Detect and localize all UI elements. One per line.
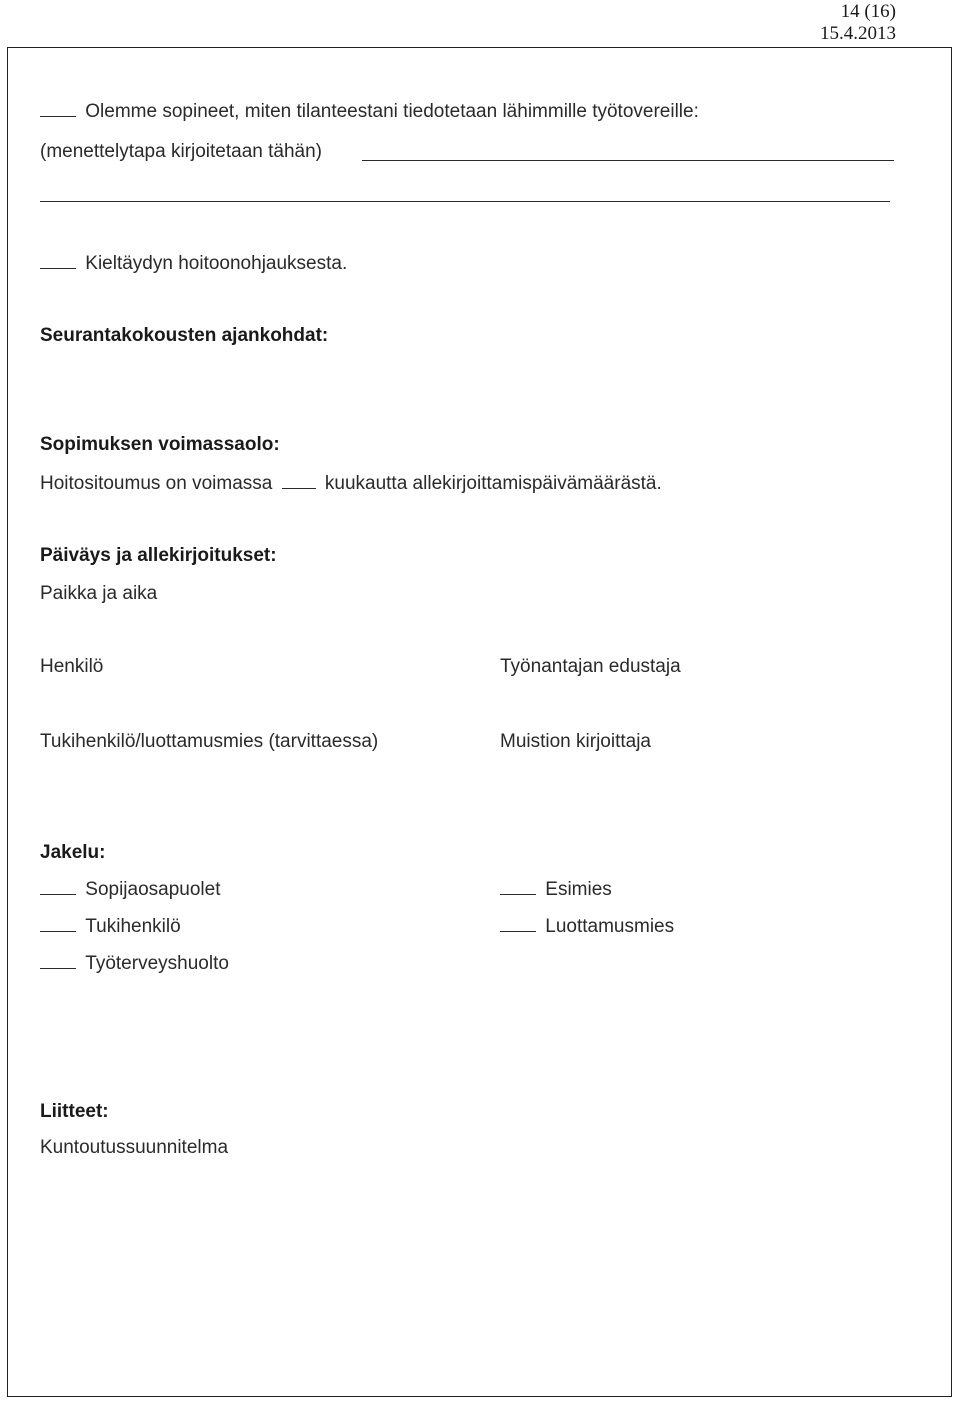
refusal-text: Kieltäydyn hoitoonohjauksesta. xyxy=(85,253,348,274)
support-person-signature-label: Tukihenkilö/luottamusmies (tarvittaessa) xyxy=(40,731,379,752)
place-time-label: Paikka ja aika xyxy=(40,583,158,604)
checkbox-blank[interactable] xyxy=(40,102,76,117)
procedure-fill-line-2[interactable] xyxy=(40,201,890,202)
minutes-writer-signature-label: Muistion kirjoittaja xyxy=(500,731,651,752)
distribution-label: Esimies xyxy=(545,879,612,900)
distribution-item xyxy=(40,880,221,899)
page-number: 14 (16) xyxy=(840,1,896,22)
checkbox-blank[interactable] xyxy=(500,917,536,932)
followup-heading: Seurantakokousten ajankohdat: xyxy=(40,325,329,346)
refusal-option xyxy=(40,254,347,273)
procedure-label: (menettelytapa kirjoitetaan tähän) xyxy=(40,141,322,162)
signatures-heading: Päiväys ja allekirjoitukset: xyxy=(40,545,277,566)
person-signature-label: Henkilö xyxy=(40,656,104,677)
form-frame xyxy=(7,47,952,1397)
distribution-heading: Jakelu: xyxy=(40,842,106,863)
employer-rep-signature-label: Työnantajan edustaja xyxy=(500,656,681,677)
attachments-heading: Liitteet: xyxy=(40,1101,109,1122)
distribution-label: Luottamusmies xyxy=(545,916,675,937)
inform-coworkers-text: Olemme sopineet, miten tilanteestani tiedotetaan lähimmille työtovereille: xyxy=(85,101,699,122)
checkbox-blank[interactable] xyxy=(40,954,76,969)
document-date: 15.4.2013 xyxy=(820,23,896,44)
distribution-item xyxy=(40,954,229,973)
checkbox-blank[interactable] xyxy=(500,880,536,895)
distribution-item xyxy=(500,880,612,899)
checkbox-blank[interactable] xyxy=(40,880,76,895)
attachment-item: Kuntoutussuunnitelma xyxy=(40,1137,229,1158)
validity-heading: Sopimuksen voimassaolo: xyxy=(40,434,280,455)
validity-text-after: kuukautta allekirjoittamispäivämäärästä. xyxy=(324,473,662,494)
checkbox-blank[interactable] xyxy=(40,917,76,932)
distribution-item xyxy=(500,917,674,936)
inform-coworkers-option xyxy=(40,102,699,121)
procedure-fill-line[interactable] xyxy=(362,160,894,161)
checkbox-blank[interactable] xyxy=(40,254,76,269)
validity-sentence xyxy=(40,474,662,493)
distribution-item xyxy=(40,917,181,936)
distribution-label: Työterveyshuolto xyxy=(85,953,229,974)
distribution-label: Tukihenkilö xyxy=(85,916,181,937)
validity-text-before: Hoitositoumus on voimassa xyxy=(40,473,273,494)
distribution-label: Sopijaosapuolet xyxy=(85,879,221,900)
months-blank[interactable] xyxy=(282,474,316,489)
